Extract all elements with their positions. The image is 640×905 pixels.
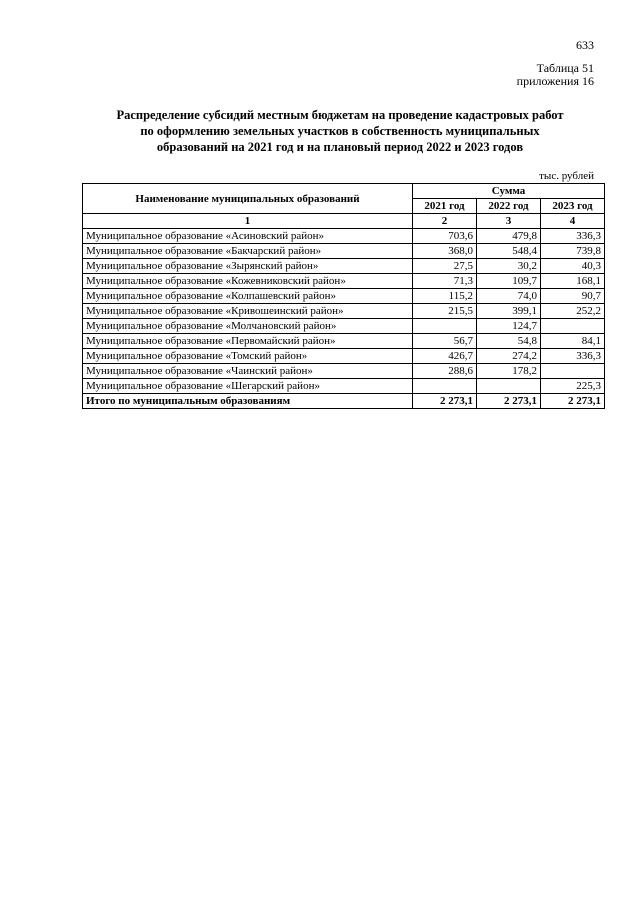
cell-2023: 739,8 (541, 244, 605, 259)
cell-2021: 27,5 (413, 259, 477, 274)
cell-2021 (413, 379, 477, 394)
table-row (83, 379, 605, 394)
cell-2023: 168,1 (541, 274, 605, 289)
total-2023: 2 273,1 (541, 394, 605, 409)
table-row (83, 274, 605, 289)
cell-2021: 368,0 (413, 244, 477, 259)
cell-2022: 109,7 (477, 274, 541, 289)
cell-2023: 336,3 (541, 229, 605, 244)
cell-2022: 178,2 (477, 364, 541, 379)
row-name: Муниципальное образование «Кривошеинский район» (83, 304, 413, 319)
title-line: по оформлению земельных участков в собственность муниципальных (140, 124, 540, 138)
table-row (83, 319, 605, 334)
cell-2023: 84,1 (541, 334, 605, 349)
row-name: Муниципальное образование «Молчановский район» (83, 319, 413, 334)
cell-2021 (413, 319, 477, 334)
cell-2023 (541, 319, 605, 334)
cell-2021: 56,7 (413, 334, 477, 349)
subsidy-table (82, 183, 605, 409)
cell-2021: 71,3 (413, 274, 477, 289)
column-number: 1 (83, 214, 413, 229)
table-row (83, 259, 605, 274)
column-number: 2 (413, 214, 477, 229)
cell-2023: 252,2 (541, 304, 605, 319)
cell-2022: 399,1 (477, 304, 541, 319)
row-name: Муниципальное образование «Колпашевский район» (83, 289, 413, 304)
cell-2022: 479,8 (477, 229, 541, 244)
table-row (83, 364, 605, 379)
table-row (83, 334, 605, 349)
cell-2023: 225,3 (541, 379, 605, 394)
header-sum: Сумма (413, 184, 605, 199)
cell-2023 (541, 364, 605, 379)
cell-2022: 54,8 (477, 334, 541, 349)
cell-2023: 336,3 (541, 349, 605, 364)
cell-2021: 703,6 (413, 229, 477, 244)
table-reference-line: приложения 16 (516, 74, 594, 88)
cell-2022: 74,0 (477, 289, 541, 304)
header-year: 2021 год (413, 199, 477, 214)
row-name: Муниципальное образование «Зырянский район» (83, 259, 413, 274)
column-number: 4 (541, 214, 605, 229)
cell-2022: 124,7 (477, 319, 541, 334)
cell-2021: 288,6 (413, 364, 477, 379)
cell-2021: 215,5 (413, 304, 477, 319)
table-reference-line: Таблица 51 (536, 61, 594, 75)
row-name: Муниципальное образование «Бакчарский район» (83, 244, 413, 259)
cell-2022: 30,2 (477, 259, 541, 274)
cell-2021: 115,2 (413, 289, 477, 304)
title-line: Распределение субсидий местным бюджетам на проведение кадастровых работ (116, 108, 564, 122)
cell-2022: 548,4 (477, 244, 541, 259)
row-name: Муниципальное образование «Асиновский район» (83, 229, 413, 244)
document-title (70, 107, 610, 155)
row-name: Муниципальное образование «Кожевниковский район» (83, 274, 413, 289)
page-number: 633 (576, 38, 594, 52)
cell-2022: 274,2 (477, 349, 541, 364)
table-row (83, 349, 605, 364)
table-row (83, 244, 605, 259)
column-number: 3 (477, 214, 541, 229)
cell-2021: 426,7 (413, 349, 477, 364)
cell-2022 (477, 379, 541, 394)
table-row (83, 289, 605, 304)
title-line: образований на 2021 год и на плановый период 2022 и 2023 годов (156, 140, 524, 154)
header-year: 2022 год (477, 199, 541, 214)
row-name: Муниципальное образование «Чаинский район» (83, 364, 413, 379)
total-label: Итого по муниципальным образованиям (83, 394, 413, 409)
total-2021: 2 273,1 (413, 394, 477, 409)
table-reference (517, 62, 594, 88)
total-row (83, 394, 605, 409)
cell-2023: 40,3 (541, 259, 605, 274)
table-row (83, 229, 605, 244)
cell-2023: 90,7 (541, 289, 605, 304)
row-name: Муниципальное образование «Томский район» (83, 349, 413, 364)
row-name: Муниципальное образование «Первомайский район» (83, 334, 413, 349)
table-row (83, 304, 605, 319)
header-year: 2023 год (541, 199, 605, 214)
total-2022: 2 273,1 (477, 394, 541, 409)
units-label: тыс. рублей (539, 170, 594, 182)
header-name: Наименование муниципальных образований (83, 184, 413, 214)
row-name: Муниципальное образование «Шегарский район» (83, 379, 413, 394)
